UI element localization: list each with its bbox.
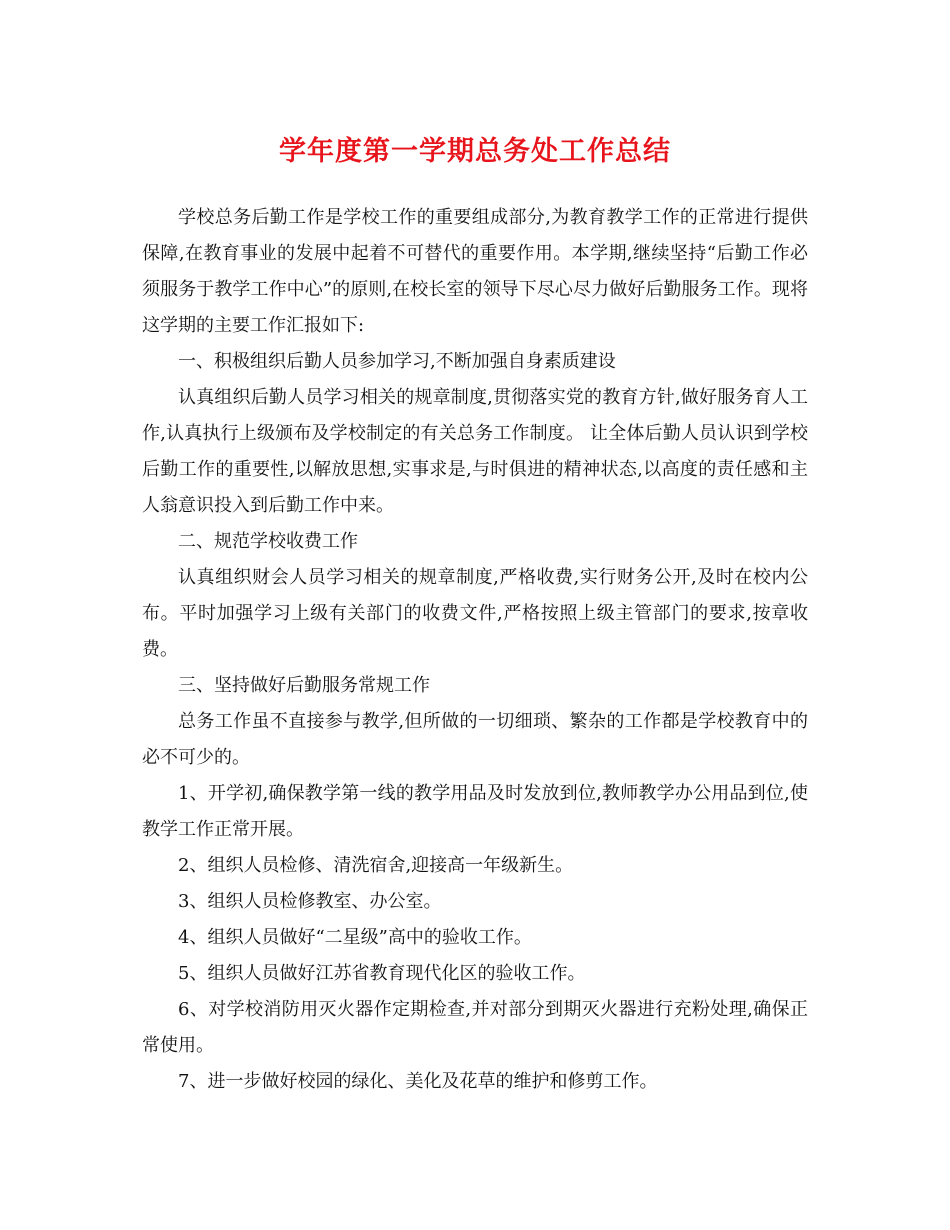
- list-item-3: 3、组织人员检修教室、办公室。: [178, 891, 442, 912]
- intro-paragraph: 学校总务后勤工作是学校工作的重要组成部分,为教育教学工作的正常进行提供保障,在教育事业的发展中起着不可替代的重要作用。本学期,继续坚持“后勤工作必须服务于教学工作中心”的原则,在校长室的领导下尽心尽力做好后勤服务工作。现将这学期的主要工作汇报如下:: [142, 207, 808, 336]
- list-item-6: 6、对学校消防用灭火器作定期检查,并对部分到期灭火器进行充粉处理,确保正常使用。: [142, 999, 808, 1056]
- section-paragraph-1: 认真组织后勤人员学习相关的规章制度,贯彻落实党的教育方针,做好服务育人工作,认真执行上级颁布及学校制定的有关总务工作制度。 让全体后勤人员认识到学校后勤工作的重要性,以解放思想,实事求是,与时俱进的精神状态,以高度的责任感和主人翁意识投入到后勤工作中来。: [142, 387, 808, 516]
- section-paragraph-3: 总务工作虽不直接参与教学,但所做的一切细琐、繁杂的工作都是学校教育中的必不可少的。: [142, 711, 808, 768]
- section-paragraph-2: 认真组织财会人员学习相关的规章制度,严格收费,实行财务公开,及时在校内公布。平时加强学习上级有关部门的收费文件,严格按照上级主管部门的要求,按章收费。: [142, 567, 808, 660]
- section-heading-1: 一、积极组织后勤人员参加学习,不断加强自身素质建设: [178, 351, 616, 372]
- list-item-7: 7、进一步做好校园的绿化、美化及花草的维护和修剪工作。: [178, 1071, 658, 1092]
- list-item-4: 4、组织人员做好“二星级”高中的验收工作。: [178, 927, 532, 948]
- document-title: 学年度第一学期总务处工作总结: [279, 136, 671, 167]
- list-item-5: 5、组织人员做好江苏省教育现代化区的验收工作。: [178, 963, 586, 984]
- list-item-1: 1、开学初,确保教学第一线的教学用品及时发放到位,教师教学办公用品到位,使教学工作正常开展。: [142, 783, 808, 840]
- section-heading-2: 二、规范学校收费工作: [178, 531, 358, 552]
- document-body: [142, 200, 808, 1100]
- list-item-2: 2、组织人员检修、清洗宿舍,迎接高一年级新生。: [178, 855, 574, 876]
- section-heading-3: 三、坚持做好后勤服务常规工作: [178, 675, 430, 696]
